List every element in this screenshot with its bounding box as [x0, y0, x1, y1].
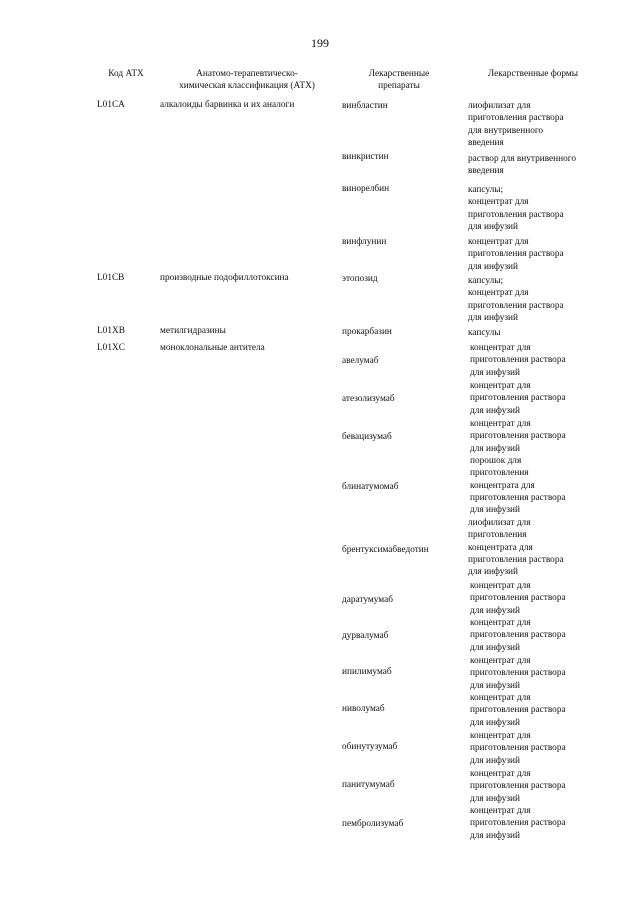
- drug-forms: капсулы; концентрат для приготовления раствора для инфузий: [468, 185, 564, 232]
- group-name: производные подофиллотоксина: [160, 273, 289, 283]
- drug-name: бевацизумаб: [342, 432, 392, 442]
- drug-name: винбластин: [342, 101, 388, 111]
- drug-forms: капсулы: [468, 328, 501, 338]
- drug-name: панитумумаб: [342, 780, 395, 790]
- drug-forms: концентрат для приготовления раствора для инфузий: [470, 806, 566, 841]
- drug-forms: порошок для приготовления концентрата для приготовления раствора для инфузий: [470, 456, 566, 516]
- drug-name: прокарбазин: [342, 327, 392, 337]
- drug-name: ипилимумаб: [342, 667, 392, 677]
- drug-forms: лиофилизат для приготовления концентрата для приготовления раствора для инфузий: [468, 518, 564, 578]
- group-name: моноклональные антитела: [160, 343, 265, 353]
- group-code: L01CA: [97, 100, 125, 110]
- group-code: L01XC: [97, 343, 125, 353]
- group-code: L01XB: [97, 326, 125, 336]
- drug-forms: лиофилизат для приготовления раствора для внутривенного введения: [468, 101, 564, 148]
- drug-name: пембролизумаб: [342, 819, 404, 829]
- drug-name: даратумумаб: [342, 595, 393, 605]
- drug-forms: концентрат для приготовления раствора для инфузий: [470, 419, 566, 454]
- drug-name: атезолизумаб: [342, 394, 395, 404]
- drug-forms: концентрат для приготовления раствора для инфузий: [468, 237, 564, 272]
- group-code: L01CB: [97, 273, 125, 283]
- drug-forms: раствор для внутривенного введения: [468, 154, 576, 177]
- drug-name: этопозид: [342, 274, 378, 284]
- drug-name: винкристин: [342, 152, 389, 162]
- header-drugs: Лекарственные препараты: [368, 69, 430, 92]
- page-number: 199: [311, 36, 329, 50]
- drug-forms: концентрат для приготовления раствора для инфузий: [470, 656, 566, 691]
- header-code: Код АТХ: [108, 69, 144, 79]
- drug-forms: концентрат для приготовления раствора для инфузий: [470, 769, 566, 804]
- drug-forms: концентрат для приготовления раствора для инфузий: [470, 618, 566, 653]
- drug-name: винфлунин: [342, 237, 387, 247]
- group-name: алкалоиды барвинка и их аналоги: [160, 100, 295, 110]
- drug-name: дурвалумаб: [342, 631, 389, 641]
- drug-name: брентуксимабведотин: [342, 545, 429, 555]
- drug-name: ниволумаб: [342, 704, 385, 714]
- drug-name: обинутузумаб: [342, 742, 398, 752]
- drug-forms: концентрат для приготовления раствора для инфузий: [470, 343, 566, 378]
- drug-forms: концентрат для приготовления раствора для инфузий: [470, 731, 566, 766]
- drug-name: винорелбин: [342, 184, 390, 194]
- drug-name: блинатумомаб: [342, 482, 399, 492]
- drug-name: авелумаб: [342, 356, 379, 366]
- drug-forms: концентрат для приготовления раствора для инфузий: [470, 381, 566, 416]
- group-name: метилгидразины: [160, 326, 226, 336]
- drug-forms: концентрат для приготовления раствора для инфузий: [470, 693, 566, 728]
- drug-forms: концентрат для приготовления раствора для инфузий: [470, 581, 566, 616]
- header-forms: Лекарственные формы: [487, 69, 579, 79]
- header-classification: Анатомо-терапевтическо- химическая классификация (АТХ): [179, 69, 315, 92]
- drug-forms: капсулы; концентрат для приготовления раствора для инфузий: [468, 276, 564, 323]
